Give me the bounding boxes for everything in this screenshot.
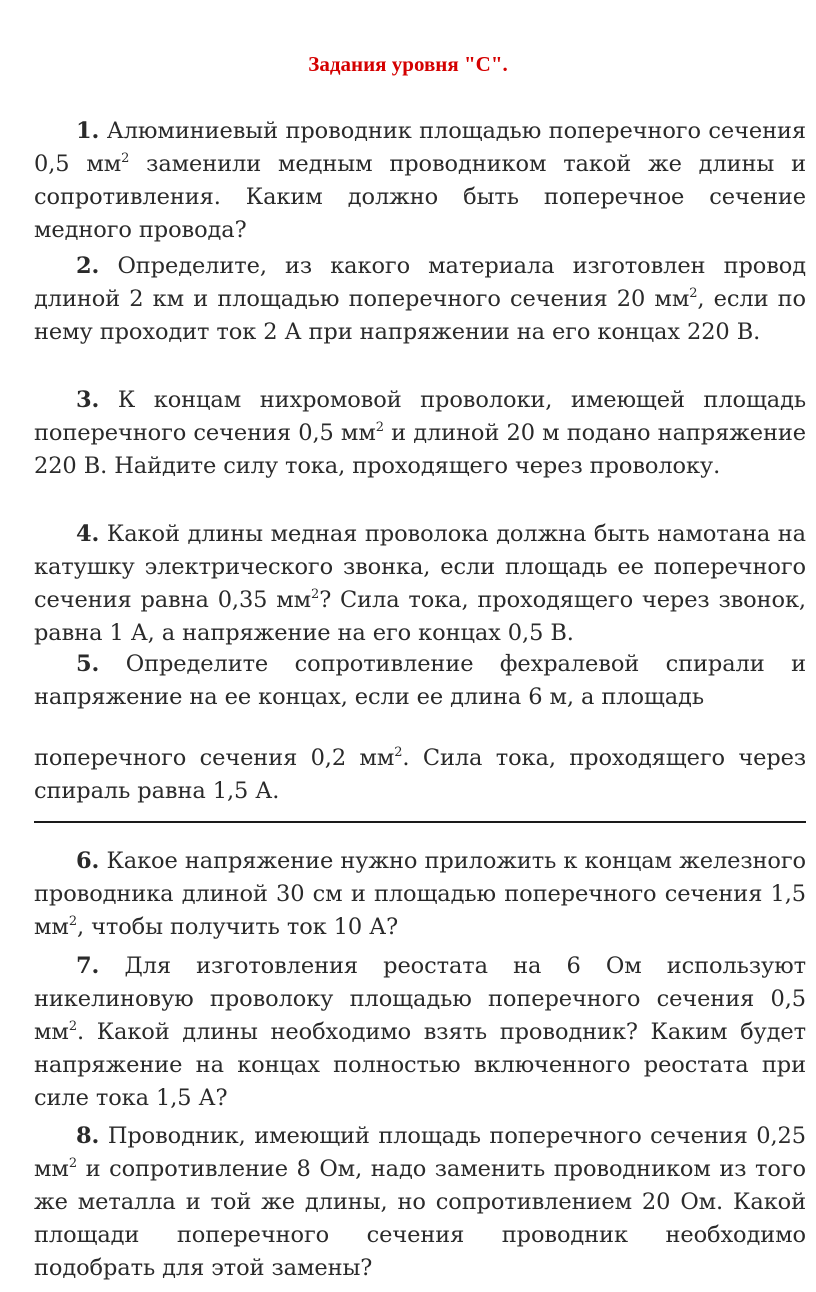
problem-text-tail: , если по нему проходит ток 2 А при напряжении на его концах 220 В.	[34, 286, 806, 345]
problem-5-continuation	[34, 742, 806, 808]
problem-text: Определите сопротивление фехралевой спирали и напряжение на ее концах, если ее длина 6 м, а площадь	[34, 651, 806, 710]
problem-number: 1.	[76, 118, 100, 144]
problem-7	[34, 950, 806, 1115]
section-divider	[34, 821, 806, 823]
problem-text-tail: . Какой длины необходимо взять проводник? Каким будет напряжение на концах полностью включенного реостата при силе тока 1,5 А?	[34, 1019, 806, 1111]
problem-2	[34, 250, 806, 349]
problem-5	[34, 648, 806, 714]
problem-text-tail: заменили медным проводником такой же длины и сопротивления. Каким должно быть поперечное сечение медного провода?	[34, 151, 806, 243]
problem-number: 5.	[76, 651, 100, 677]
problem-text-tail: , чтобы получить ток 10 А?	[76, 914, 399, 940]
problem-number: 8.	[76, 1123, 100, 1149]
problem-text-tail: и сопротивление 8 Ом, надо заменить проводником из того же металла и той же длины, но сопротивлением 20 Ом. Какой площади поперечного сечения проводник необходимо подобрать для этой замены?	[34, 1156, 806, 1281]
problem-text: Проводник, имеющий площадь поперечного сечения 0,25 мм	[34, 1123, 806, 1182]
problem-text-tail: . Сила тока, проходящего через спираль равна 1,5 А.	[34, 745, 807, 804]
problem-number: 3.	[76, 387, 100, 413]
superscript: 2	[311, 587, 320, 602]
problem-text: Определите, из какого материала изготовлен провод длиной 2 км и площадью поперечного сечения 20 мм	[34, 253, 806, 312]
problem-number: 2.	[76, 253, 100, 279]
problem-text: поперечного сечения 0,2 мм	[34, 745, 395, 771]
problem-3	[34, 384, 806, 483]
superscript: 2	[121, 151, 130, 166]
problem-text-tail: ? Сила тока, проходящего через звонок, равна 1 А, а напряжение на его концах 0,5 В.	[34, 587, 806, 646]
problem-1	[34, 115, 806, 247]
problem-number: 7.	[76, 953, 100, 979]
problem-number: 6.	[76, 848, 100, 874]
page-title: Задания уровня "С".	[308, 52, 508, 76]
problem-4	[34, 518, 806, 650]
problem-text: Какой длины медная проволока должна быть намотана на катушку электрического звонка, если площадь ее поперечного сечения равна 0,35 мм	[34, 521, 806, 613]
problem-text-tail: и длиной 20 м подано напряжение 220 В. Найдите силу тока, проходящего через проволоку.	[34, 420, 806, 479]
problem-text: Какое напряжение нужно приложить к концам железного проводника длиной 30 см и площадью поперечного сечения 1,5 мм	[34, 848, 806, 940]
superscript: 2	[68, 1019, 77, 1034]
problem-text: Алюминиевый проводник площадью поперечного сечения 0,5 мм	[34, 118, 806, 177]
superscript: 2	[68, 1156, 77, 1171]
superscript: 2	[375, 420, 384, 435]
superscript: 2	[68, 914, 77, 929]
problem-text: Для изготовления реостата на 6 Ом используют никелиновую проволоку площадью поперечного сечения 0,5 мм	[34, 953, 806, 1045]
problem-6	[34, 845, 806, 944]
problem-number: 4.	[76, 521, 100, 547]
problem-8	[34, 1120, 806, 1285]
superscript: 2	[394, 745, 403, 760]
superscript: 2	[689, 286, 698, 301]
problem-text: К концам нихромовой проволоки, имеющей площадь поперечного сечения 0,5 мм	[34, 387, 806, 446]
